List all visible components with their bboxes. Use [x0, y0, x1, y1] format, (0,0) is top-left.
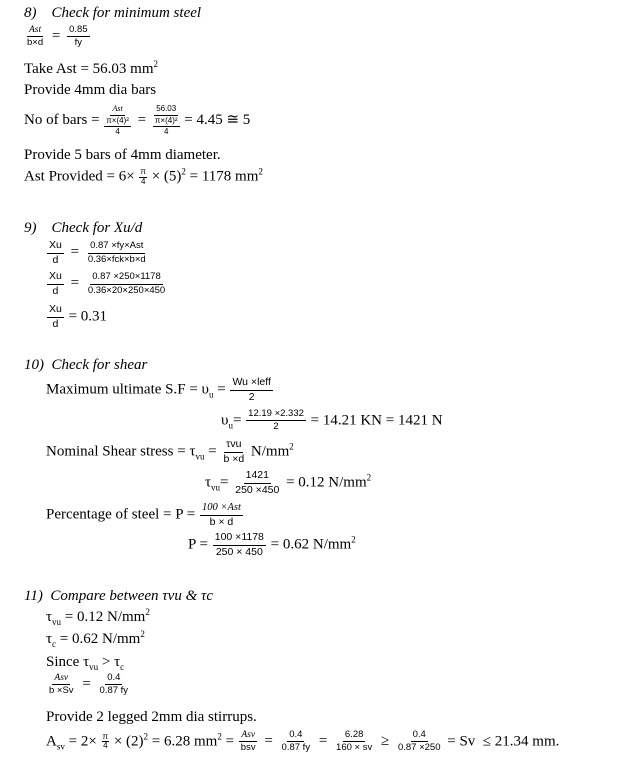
fraction: $\frac{Xu}{d}$ [49, 270, 62, 297]
xu-d-result: $\frac{Xu}{d}$ = 0.31 [49, 303, 108, 330]
p-value-line: P = $\frac{100 \times 1178}{250 \times 450}$ = 0.62 $N/mm^2$ [188, 531, 356, 558]
fraction: $\frac{0.85}{fy}$ [69, 24, 88, 49]
vu-value-line: $\upsilon_u=$ $\frac{12.19 \times 2.332}{2}$ = 14.21 KN = 1421 N [221, 408, 443, 433]
percentage-steel-line: Percentage of steel = P = 100 ×Ast b × d [46, 502, 241, 528]
tau-vu-line: $\tau_{vu} = 0.12$ $N/mm^2$ [46, 607, 150, 627]
fraction: Ast π×(4)² 4 [106, 104, 129, 136]
section-11-heading: 11) Compare between τvu & τc [24, 588, 214, 604]
min-steel-formula: Ast b×d = $\frac{0.85}{fy}$ [27, 24, 88, 49]
section-9-heading: 9) Check for Xu/d [24, 220, 143, 236]
fraction: $\frac{12.19 \times 2.332}{2}$ [248, 408, 304, 433]
fraction: 56.03 π×(4)² 4 [154, 104, 178, 136]
pi-fraction: $\frac{\pi}{4}$ [102, 731, 109, 751]
provide-stirrups-line: Provide 2 legged 2mm dia stirrups. [46, 709, 257, 725]
max-shear-line: Maximum ultimate $S.F = \upsilon_u$ = Wu ×leff 2 [46, 376, 271, 403]
fraction: Asv bsv [240, 730, 256, 754]
fraction: 100 ×Ast b × d [201, 502, 241, 528]
provide-5-bars-line: Provide 5 bars of 4mm diameter. [24, 147, 221, 163]
fraction: τvu b ×d [223, 438, 245, 465]
fraction: $\frac{0.4}{0.87 fy}$ [99, 672, 129, 697]
since-line: Since $\tau_{vu} > \tau_c$ [46, 654, 125, 672]
tau-c-line: $\tau_c = 0.62$ $N/mm^2$ [46, 629, 145, 649]
asv-formula: Asv b ×Sv = $\frac{0.4}{0.87 fy}$ [49, 672, 129, 697]
fraction: $\frac{0.4}{0.87 fy}$ [281, 729, 311, 754]
xu-d-formula-1: $\frac{Xu}{d}$ = 0.87 ×fy×Ast 0.36×fck×b×d [49, 239, 146, 266]
tau-vu-value-line: $\tau_{vu}=$ $\frac{1421}{250 \times 450}$ = 0.12 $N/mm^2$ [205, 469, 372, 496]
fraction: Asv b ×Sv [49, 673, 74, 697]
no-of-bars-line: No of bars = Ast π×(4)² 4 = 56.03 π×(4)² 4 = 4.45 ≅ 5 [24, 104, 251, 136]
section-10-heading: 10) Check for shear [24, 357, 148, 373]
fraction: $\frac{0.4}{0.87 \times 250}$ [397, 729, 441, 754]
fraction: $\frac{0.87 \times 250\times 1178}{0.36\times 20\times 250\times 450}$ [87, 271, 166, 296]
take-ast-line: Take Ast = 56.03 $mm^2$ [24, 59, 158, 77]
ast-provided-line: Ast Provided = 6× $\frac{\pi}{4}$ × $(5)^2 = 1178$ $mm^2$ [24, 166, 263, 186]
provide-bars-line: Provide 4mm dia bars [24, 82, 157, 98]
xu-d-formula-2: $\frac{Xu}{d}$ = $\frac{0.87 \times 250\times 1178}{0.36\times 20\times 250\times 450}$ [49, 270, 166, 297]
pi-fraction: $\frac{\pi}{4}$ [140, 167, 146, 186]
nominal-shear-line: Nominal Shear stress = $\tau_{vu}$ = τvu b ×d $N/mm^2$ [46, 438, 294, 465]
fraction: Wu ×leff 2 [232, 376, 271, 403]
asv-calculation-line: $A_{sv} = 2\times$ $\frac{\pi}{4}$ × $(2)^2 = 6.28$ $mm^2$ = Asv bsv = $\frac{0.4}{0.87 fy}$ = $\frac{6.28}{160 \times sv}$ ≥ $\frac{0.4}{0.87 \times 250}$ = Sv ≤ 21.34 mm. [46, 729, 560, 754]
fraction: $\frac{Xu}{d}$ [49, 239, 62, 266]
fraction: $\frac{6.28}{160 \times sv}$ [336, 729, 373, 754]
fraction: $\frac{1421}{250 \times 450}$ [235, 469, 280, 496]
fraction: $\frac{100 \times 1178}{250 \times 450}$ [214, 531, 264, 558]
fraction: Ast b×d [27, 25, 44, 49]
fraction: $\frac{Xu}{d}$ [49, 303, 62, 330]
section-8-heading: 8) Check for minimum steel [24, 5, 202, 21]
fraction: 0.87 ×fy×Ast 0.36×fck×b×d [87, 240, 146, 265]
